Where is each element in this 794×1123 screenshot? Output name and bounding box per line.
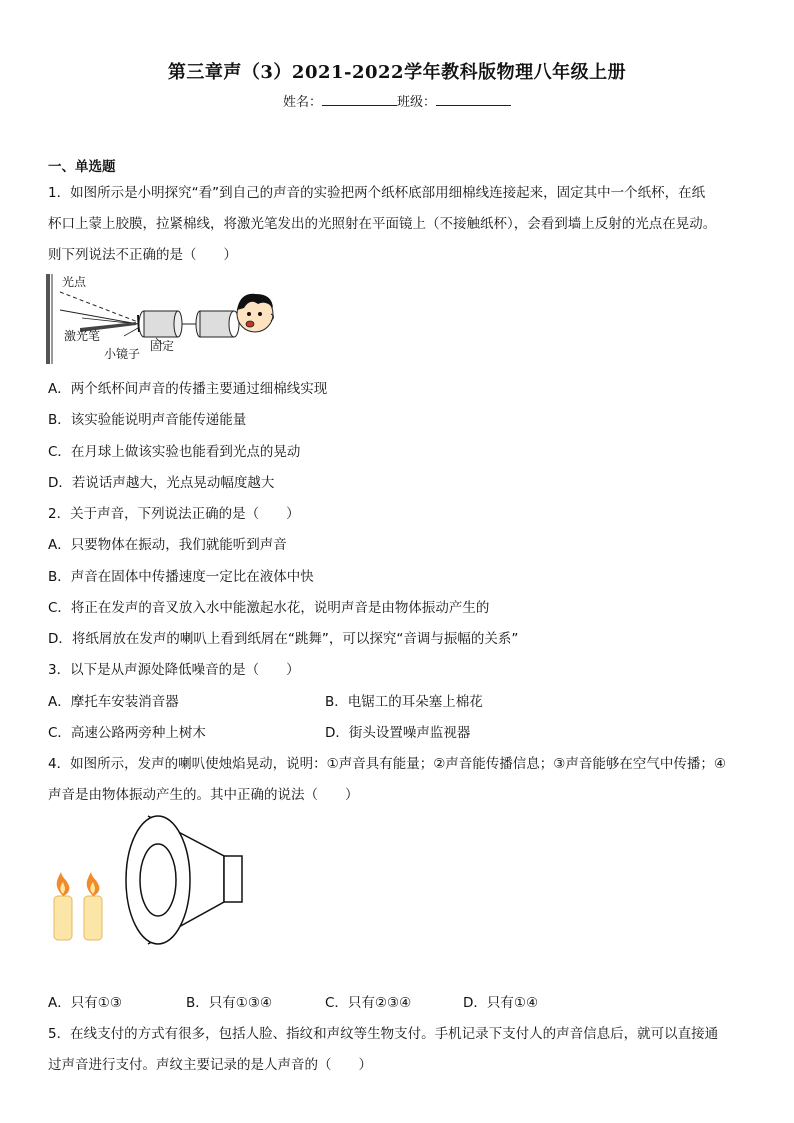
- q4-option-b[interactable]: B．只有①③④: [186, 995, 273, 1011]
- q2-option-c[interactable]: C．将正在发声的音叉放入水中能激起水花，说明声音是由物体振动产生的: [48, 600, 490, 616]
- q1-stem-line2: 杯口上蒙上胶膜，拉紧棉线，将激光笔发出的光照射在平面镜上（不接触纸杯），会看到墙上反射的光点在晃动。: [48, 216, 717, 232]
- q1-stem-line3: 则下列说法不正确的是（ ）: [48, 247, 237, 263]
- class-label: 班级：: [397, 95, 437, 110]
- q5-stem-line2: 过声音进行支付。声纹主要记录的是人声音的（ ）: [48, 1057, 372, 1073]
- q1-option-d[interactable]: D．若说话声越大，光点晃动幅度越大: [48, 475, 275, 491]
- q1-option-c[interactable]: C．在月球上做该实验也能看到光点的晃动: [48, 444, 301, 460]
- name-blank[interactable]: [322, 93, 397, 106]
- section-title: 一、单选题: [48, 159, 116, 175]
- candle-2: [84, 872, 102, 940]
- q2-option-b[interactable]: B．声音在固体中传播速度一定比在液体中快: [48, 569, 314, 585]
- q4-stem-line1: 4．如图所示，发声的喇叭使烛焰晃动，说明：①声音具有能量；②声音能传播信息；③声音能够在空气中传播；④: [48, 756, 726, 772]
- q1-stem-line1: 1．如图所示是小明探究“看”到自己的声音的实验把两个纸杯底部用细棉线连接起来，固定其中一个纸杯，在纸: [48, 185, 706, 201]
- candle-1: [54, 872, 72, 940]
- page-title: 第三章声（3）2021-2022学年教科版物理八年级上册: [167, 62, 627, 83]
- q3-option-d[interactable]: D．街头设置噪声监视器: [325, 725, 471, 741]
- label-light-spot: 光点: [62, 275, 87, 289]
- q3-option-a[interactable]: A．摩托车安装消音器: [48, 694, 179, 710]
- wall: [46, 274, 50, 364]
- label-small-mirror: 小镜子: [104, 347, 141, 361]
- q2-option-a[interactable]: A．只要物体在振动，我们就能听到声音: [48, 537, 287, 553]
- q2-option-d[interactable]: D．将纸屑放在发声的喇叭上看到纸屑在“跳舞”，可以探究“音调与振幅的关系”: [48, 631, 519, 647]
- label-fixed: 固定: [150, 339, 175, 353]
- name-label: 姓名：: [282, 95, 322, 110]
- q4-figure: [48, 810, 248, 950]
- class-blank[interactable]: [436, 93, 511, 106]
- q5-stem-line1: 5．在线支付的方式有很多，包括人脸、指纹和声纹等生物支付。手机记录下支付人的声音信息后，就可以直接通: [48, 1026, 719, 1042]
- student-info-line: [0, 91, 794, 110]
- boy-face: [237, 294, 274, 332]
- paper-cup-1: [144, 311, 178, 337]
- q3-option-b[interactable]: B．电锯工的耳朵塞上棉花: [325, 694, 483, 710]
- label-laser-pen: 激光笔: [64, 329, 101, 343]
- q1-option-b[interactable]: B．该实验能说明声音能传递能量: [48, 412, 247, 428]
- q3-stem: 3．以下是从声源处降低噪音的是（ ）: [48, 662, 300, 678]
- q2-stem: 2．关于声音，下列说法正确的是（ ）: [48, 506, 300, 522]
- q4-option-c[interactable]: C．只有②③④: [325, 995, 412, 1011]
- loudspeaker: [126, 816, 242, 944]
- q4-option-a[interactable]: A．只有①③: [48, 995, 122, 1011]
- q3-option-c[interactable]: C．高速公路两旁种上树木: [48, 725, 206, 741]
- q4-stem-line2: 声音是由物体振动产生的。其中正确的说法（ ）: [48, 787, 359, 803]
- q4-option-d[interactable]: D．只有①④: [463, 995, 539, 1011]
- q1-option-a[interactable]: A．两个纸杯间声音的传播主要通过细棉线实现: [48, 381, 328, 397]
- q1-figure: [40, 270, 290, 365]
